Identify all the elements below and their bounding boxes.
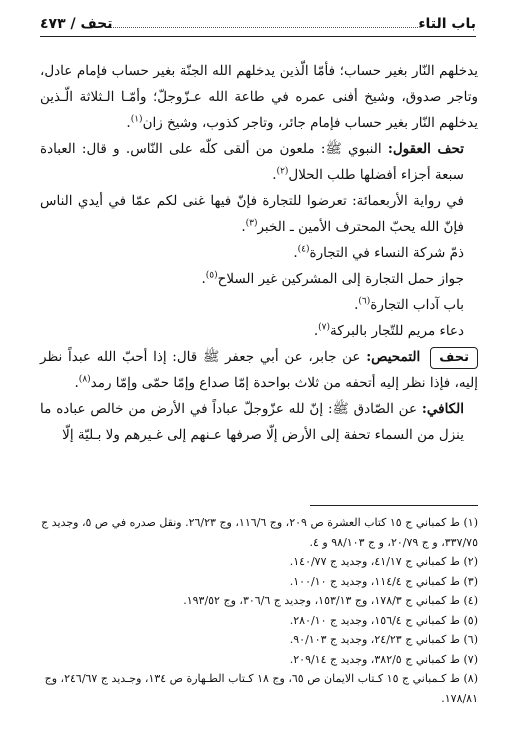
list-item-text: جواز حمل التجارة إلى المشركين غير السلاح: [217, 271, 464, 287]
paragraph-3: في رواية الأربعمائة: تعرضوا للتجارة فإنّ فيها غنى لكم عمّا في أيدي الناس فإنّ الله يحبّ المحترف الأمين ـ الخبر$^{(٣)}$.: [40, 193, 464, 235]
paragraph-5-text: عن الصّادق ﷺ: إنّ لله عزّوجلّ عباداً في الأرض من خالص عباده ما ينزل من السماء تحفة إلى الأرض إلّا صرفها عـنهم إلى غـيرهم ولا بـليّة إلّا: [40, 401, 464, 443]
footnote-ref-5: (٥): [205, 270, 218, 281]
paragraph-4-text: عن جابر، عن أبي جعفر ﷺ قال: إذا أحبّ الله عبداً نظر إليه، فإذا نظر إليه أتحفه من ثلاث بواحدة إمّا صداع وإمّا حمّى وإمّا رمد: [40, 349, 478, 391]
paragraph-1-text: يدخلهم النّار بغير حساب؛ فأمّا الّذين يدخلهم الله الجنّة بغير حساب فإمام عادل، وتاجر صدوق، وشيخ أفنى عمره في طاعة الله عـزّوجلّ؛ وأمّـا الـثلاثة الّـذين يدخلهم النّار بغير حساب فإمام جائر، وتاجر كذوب، وشيخ زان: [40, 63, 478, 131]
running-header: [40, 14, 476, 37]
footnote: (٥) ط كمباني ج ١٥٦/٤، وجديد ج ٢٨٠/١٠.: [289, 613, 478, 627]
list-item-text: ذمّ شركة النساء في التجارة: [309, 245, 464, 261]
footnote: (٣) ط كمباني ج ١١٤/٤، وجديد ج ١٠٠/١٠.: [289, 574, 478, 588]
list-item: باب آداب التجارة$^{(٦)}$.: [354, 296, 464, 313]
list-item-text: باب آداب التجارة: [370, 297, 464, 313]
source-label-kafi: الكافي:: [421, 401, 464, 417]
paragraph-2-text: النبوي ﷺ: ملعون من ألقى كلّه على النّاس. و قال: العبادة سبعة أجزاء أفضلها طلب الحلال: [40, 141, 464, 183]
footnote: (٦) ط كمباني ج ٢٤/٢٣، وجديد ج ٩٠/١٠٣.: [289, 633, 478, 646]
entry-keyword-box: تحف: [430, 347, 478, 369]
source-label-tamhis: التمحيص:: [366, 349, 421, 365]
source-label-tohaf-al-uqul: تحف العقول:: [387, 141, 464, 157]
footnote: (٨) ط كـمباني ج ١٥ كـتاب الايمان ص ٦٥، وج ١٨ كـتاب الطـهارة ص ١٣٤، وجـديد ج ٢٤٦/٦٧، وج ١٧٨/٨١.: [44, 672, 478, 705]
paragraph-2: تحف العقول: النبوي ﷺ: ملعون من ألقى كلّه على النّاس. و قال: العبادة سبعة أجزاء أفضلها طلب الحلال$^{(٢)}$.: [40, 141, 464, 183]
paragraph-3-text: في رواية الأربعمائة: تعرضوا للتجارة فإنّ فيها غنى لكم عمّا في أيدي الناس فإنّ الله يحبّ المحترف الأمين ـ الخبر: [40, 193, 464, 235]
list-item: جواز حمل التجارة إلى المشركين غير السلاح$^{(٥)}$.: [201, 270, 464, 287]
main-text: [40, 58, 478, 448]
footnote-ref-4: (٤): [297, 244, 310, 255]
footnote: (٧) ط كمباني ج ٣٨٢/٥، وجديد ج ٢٠٩/١٤.: [289, 652, 478, 666]
header-leader-dots: [110, 27, 418, 28]
footnote-ref-7: (٧): [318, 322, 330, 333]
footnote: (٢) ط كمباني ج ٤١/١٧، وجديد ج ١٤٠/٧٧.: [289, 555, 478, 568]
footnotes: [40, 513, 478, 708]
footnote: (١) ط كمباني ج ١٥ كتاب العشرة ص ٢٠٩، وج ١١٦/٦، وج ٢٦/٢٣. ونقل صدره في ص ٥، وجديد ج ٣٣٧/٧٥، و ج ٢٠/٧٩، و ج ٩٨/١٠٣ و ٤.: [41, 516, 478, 549]
list-item-text: دعاء مريم للتّجار بالبركة: [330, 323, 464, 339]
footnote-ref-2: (٢): [276, 166, 289, 177]
paragraph-5: [40, 396, 478, 448]
footnote-ref-3: (٣): [245, 218, 258, 229]
footnote-ref-8: (٨): [78, 374, 91, 385]
list-item: دعاء مريم للتّجار بالبركة$^{(٧)}$.: [313, 322, 464, 339]
footnote: (٤) ط كمباني ج ١٧٨/٣، وج ١٥٣/١٣، وجديد ج ٣٠٦/٦، وج ١٩٣/٥٢.: [183, 594, 478, 607]
page-number: تحف / ٤٧٣: [40, 16, 113, 32]
chapter-title: باب التاء: [418, 16, 476, 32]
footnote-ref-1: (١): [130, 114, 143, 125]
footnote-ref-6: (٦): [358, 296, 371, 307]
paragraph-1: يدخلهم النّار بغير حساب؛ فأمّا الّذين يدخلهم الله الجنّة بغير حساب فإمام عادل، وتاجر صدوق، وشيخ أفنى عمره في طاعة الله عـزّوجلّ؛ وأمّـا الـثلاثة الّـذين يدخلهم النّار بغير حساب فإمام جائر، وتاجر كذوب، وشيخ زان$^{(١)}$.: [40, 63, 478, 131]
list-item: ذمّ شركة النساء في التجارة$^{(٤)}$.: [293, 244, 464, 261]
paragraph-4: تحفالتمحيص: عن جابر، عن أبي جعفر ﷺ قال: إذا أحبّ الله عبداً نظر إليه، فإذا نظر إليه أتحفه من ثلاث بواحدة إمّا صداع وإمّا حمّى وإمّا رمد$^{(٨)}$.: [40, 349, 478, 391]
footnote-separator: [310, 505, 478, 506]
